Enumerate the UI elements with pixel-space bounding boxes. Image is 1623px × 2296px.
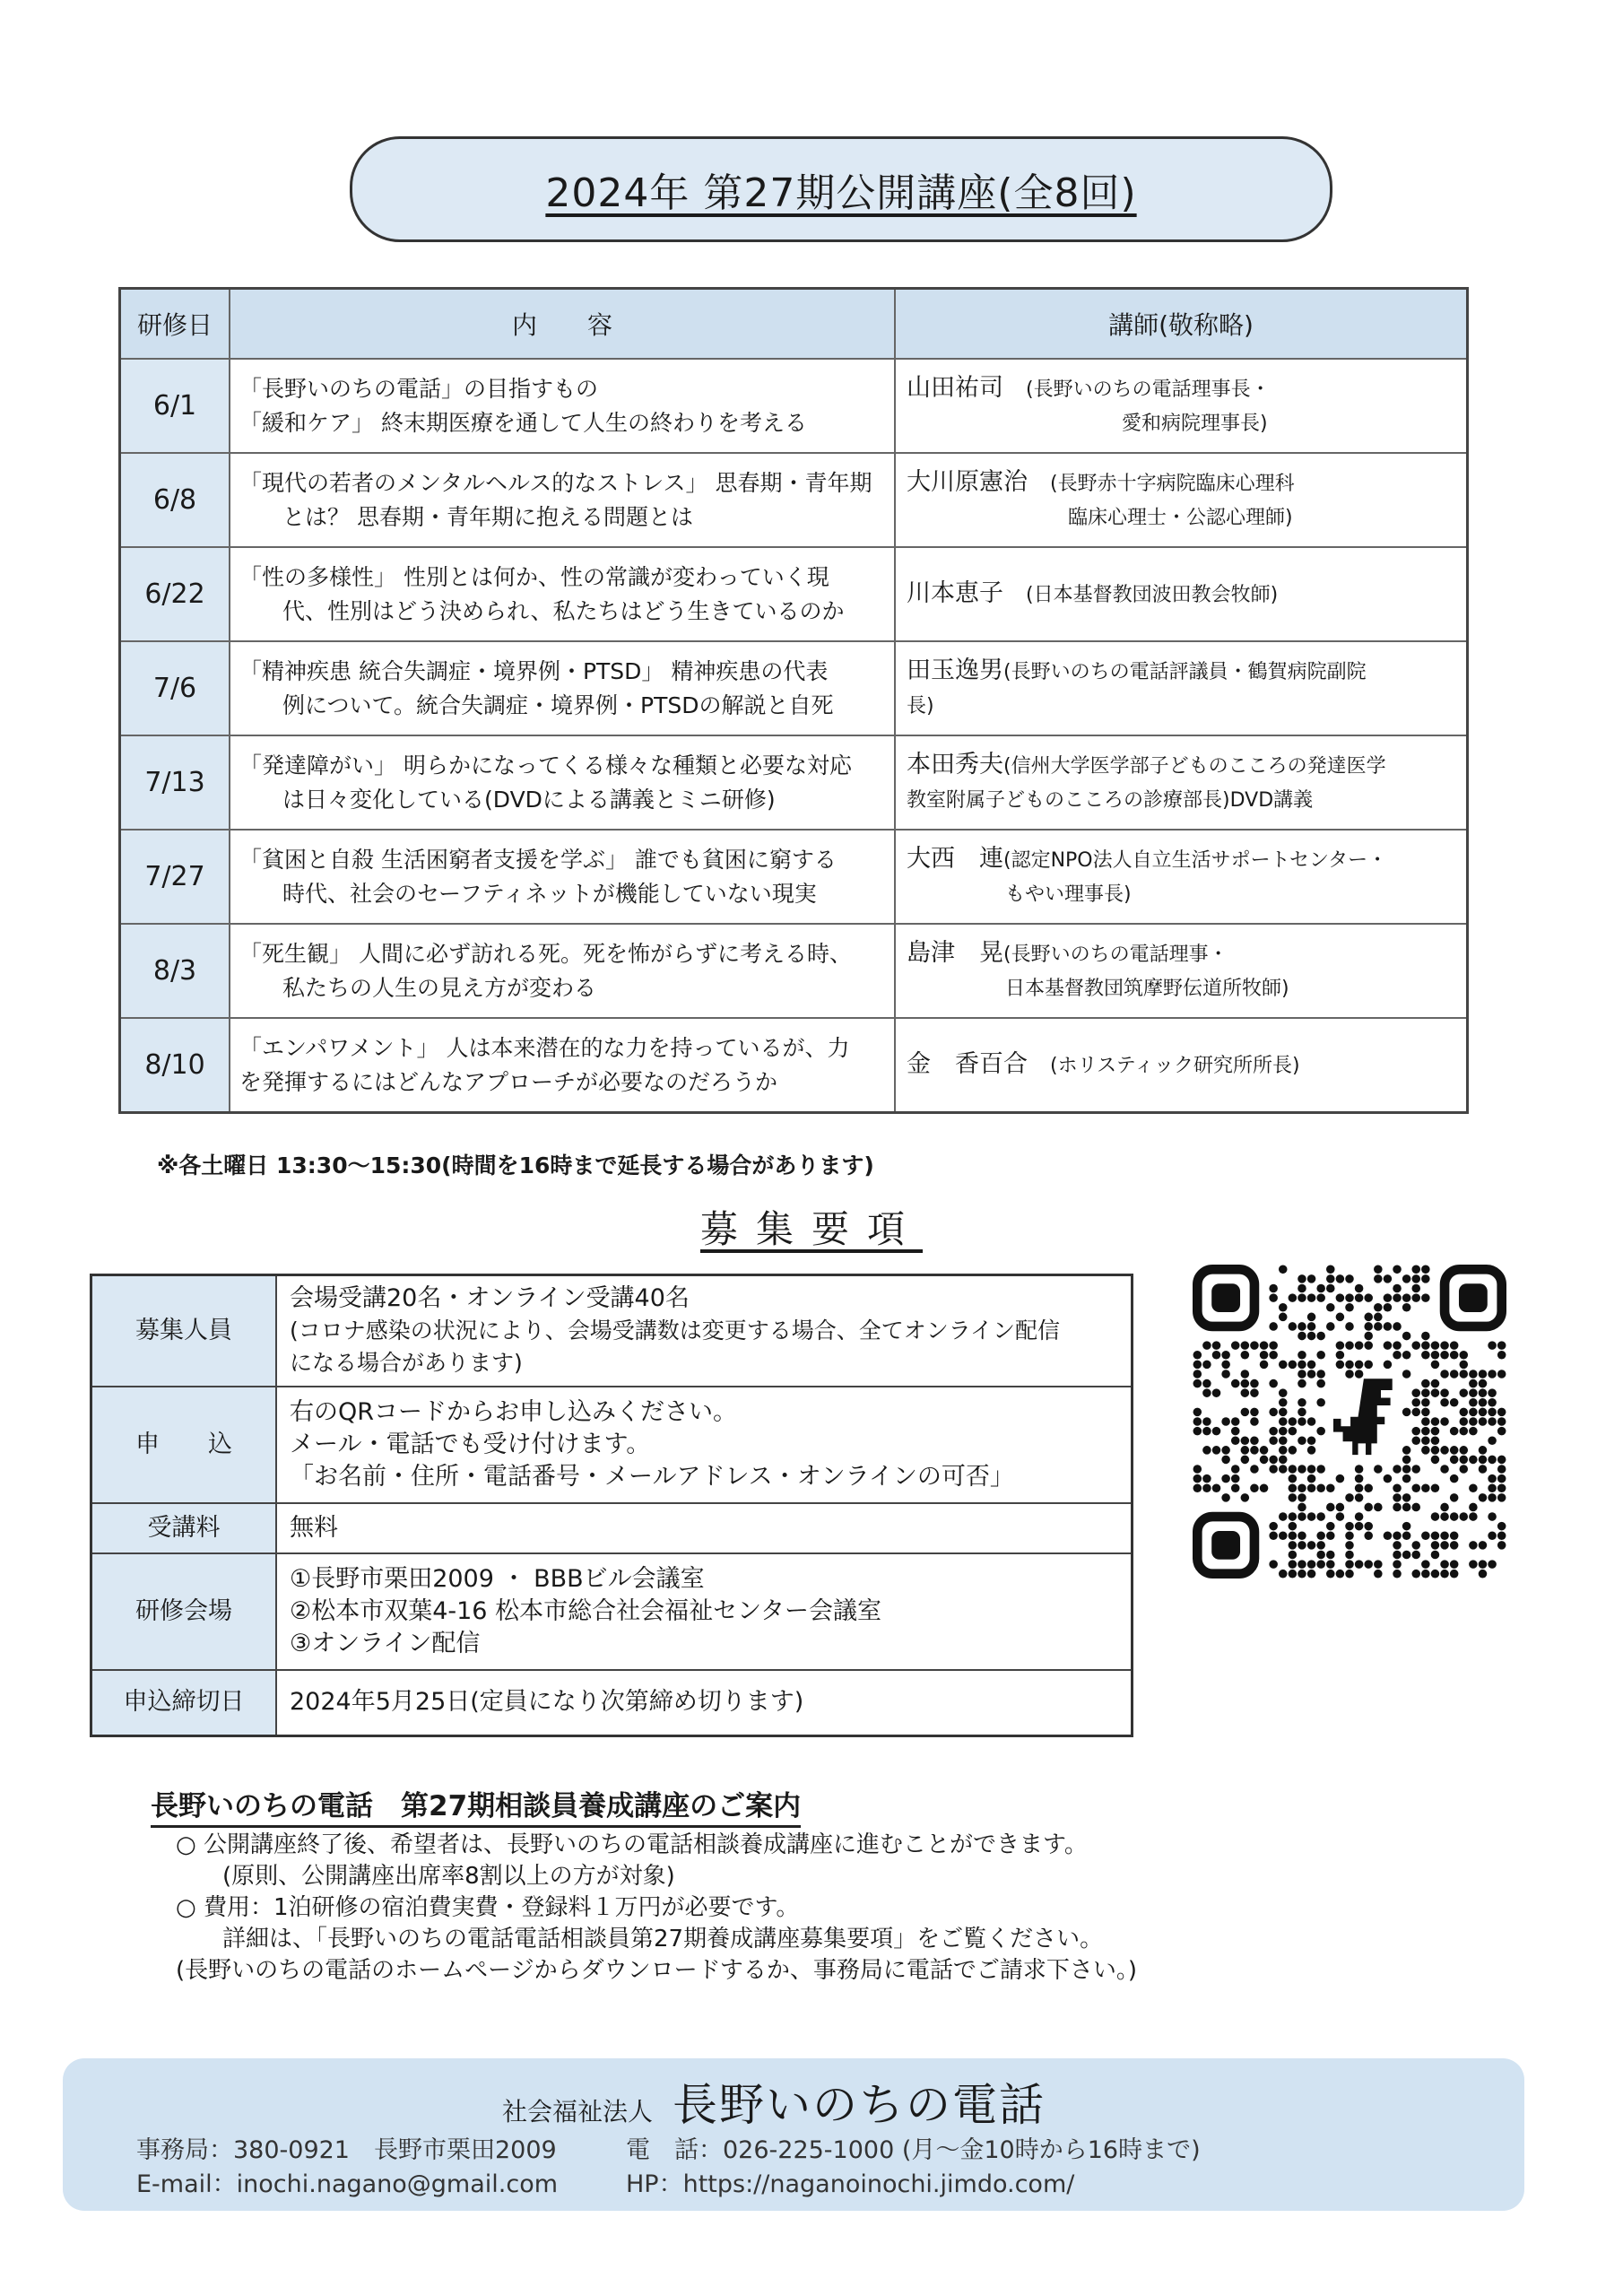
lecturer-name: 本田秀夫 [907,750,1003,778]
row-value [276,1387,1133,1503]
lecturer-name: 田玉逸男 [907,656,1003,684]
table-row [120,830,1468,924]
session-date: 7/27 [120,830,230,924]
table-row [91,1553,1133,1670]
table-row [120,547,1468,641]
dinosaur-qr-code-icon[interactable] [1193,1265,1506,1578]
lecturer-name: 川本恵子 [907,578,1003,607]
value-line: ①長野市栗田2009 ・ BBBビル会議室 [290,1564,705,1593]
lecturer-name: 大西 連 [907,844,1003,873]
course-info-body [176,1830,1137,1987]
content-line: 「長野いのちの電話」の目指すもの [239,375,599,402]
lecturer-affiliation: (信州大学医学部子どものこころの発達医学 [1003,754,1386,778]
recruitment-table [90,1274,1133,1737]
row-value [276,1553,1133,1670]
session-date: 8/3 [120,924,230,1018]
value-line: 「お名前・住所・電話番号・メールアドレス・オンラインの可否」 [290,1462,1014,1491]
lecturer-affiliation: (長野赤十字病院臨床心理科 [1050,472,1295,495]
content-line: 「精神疾患 統合失調症・境界例・PTSD」 精神疾患の代表 [239,657,829,684]
session-lecturer [895,547,1468,641]
lecturer-affiliation: 臨床心理士・公認心理師) [1068,506,1293,529]
header-date: 研修日 [120,289,230,360]
course-info-title: 長野いのちの電話 第27期相談員養成講座のご案内 [151,1783,801,1828]
office-address: 事務局：380-0921 長野市栗田2009 [136,2136,557,2164]
row-label: 研修会場 [91,1553,277,1670]
header-lecturer: 講師(敬称略) [895,289,1468,360]
content-line: 「緩和ケア」 終末期医療を通して人生の終わりを考える [239,409,807,436]
session-lecturer [895,735,1468,830]
session-content [230,924,895,1018]
value-line: ③オンライン配信 [290,1629,481,1657]
session-date: 6/22 [120,547,230,641]
info-line: 詳細は、「長野いのちの電話電話相談員第27期養成講座募集要項」をご覧ください。 [176,1926,1104,1952]
content-line: 代、性別はどう決められ、私たちはどう生きているのか [282,597,845,624]
row-value [276,1275,1133,1387]
value-line: 会場受講20名・オンライン受講40名 [290,1283,690,1312]
lecturer-affiliation: (日本基督教団波田教会牧師) [1026,583,1279,606]
row-label: 申込締切日 [91,1670,277,1736]
lecturer-affiliation: (長野いのちの電話理事長・ [1026,378,1271,401]
homepage-link[interactable]: HP：https://naganoinochi.jimdo.com/ [626,2170,1075,2198]
lecturer-affiliation: 愛和病院理事長) [1122,412,1268,435]
session-content [230,359,895,453]
value-line: になる場合があります) [290,1349,523,1376]
session-lecturer [895,830,1468,924]
organization-name: 長野いのちの電話 [673,2079,1046,2131]
value-line: (コロナ感染の状況により、会場受講数は変更する場合、全てオンライン配信 [290,1317,1061,1344]
session-date: 7/13 [120,735,230,830]
time-note: ※各土曜日 13:30〜15:30(時間を16時まで延長する場合があります) [157,1152,874,1178]
content-line: は日々変化している(DVDによる講義とミニ研修) [282,786,776,813]
lecturer-name: 金 香百合 [907,1049,1028,1078]
table-row [91,1670,1133,1736]
row-value: 無料 [276,1503,1133,1553]
page-title: 2024年 第27期公開講座(全8回) [545,170,1137,216]
table-row [120,453,1468,547]
session-content [230,830,895,924]
title-banner [350,136,1332,242]
lecturer-affiliation: (長野いのちの電話評議員・鶴賀病院副院 [1003,660,1367,683]
lecturer-name: 山田祐司 [907,373,1003,402]
lecturer-name: 大川原憲治 [907,467,1028,496]
table-row [120,735,1468,830]
lecturer-affiliation: (認定NPO法人自立生活サポートセンター・ [1003,848,1388,872]
table-row [120,1018,1468,1113]
session-content [230,1018,895,1113]
session-content [230,641,895,735]
session-lecturer [895,359,1468,453]
organization [502,2069,1046,2134]
info-line: ○ 費用：1泊研修の宿泊費実費・登録料１万円が必要です。 [176,1894,800,1921]
schedule-header-row [120,289,1468,360]
content-line: 例について。統合失調症・境界例・PTSDの解説と自死 [282,691,834,718]
table-row [120,641,1468,735]
content-line: 時代、社会のセーフティネットが機能していない現実 [282,880,817,907]
table-row [91,1503,1133,1553]
recruitment-heading: 募集要項 [699,1207,923,1251]
content-line: 「発達障がい」 明らかになってくる様々な種類と必要な対応 [239,752,852,778]
phone-number[interactable]: 電 話：026-225-1000 (月〜金10時から16時まで) [626,2136,1201,2164]
session-content [230,735,895,830]
content-line: 私たちの人生の見え方が変わる [282,974,597,1001]
table-row [120,359,1468,453]
content-line: 「性の多様性」 性別とは何か、性の常識が変わっていく現 [239,563,829,590]
info-line: ○ 公開講座終了後、希望者は、長野いのちの電話相談養成講座に進むことができます。 [176,1831,1088,1858]
lecturer-affiliation: 日本基督教団筑摩野伝道所牧師) [1005,977,1289,1000]
table-row [120,924,1468,1018]
session-date: 6/8 [120,453,230,547]
session-lecturer [895,924,1468,1018]
info-line: (長野いのちの電話のホームページからダウンロードするか、事務局に電話でご請求下さい。) [176,1957,1137,1984]
session-lecturer [895,641,1468,735]
content-line: 「貧困と自殺 生活困窮者支援を学ぶ」 誰でも貧困に窮する [239,846,837,873]
contact-footer [63,2058,1524,2211]
session-content [230,547,895,641]
session-date: 8/10 [120,1018,230,1113]
lecturer-affiliation: (ホリスティック研究所所長) [1050,1054,1300,1077]
header-content: 内 容 [230,289,895,360]
value-line: メール・電話でも受け付けます。 [290,1430,651,1458]
value-line: 右のQRコードからお申し込みください。 [290,1397,738,1426]
row-label: 募集人員 [91,1275,277,1387]
lecturer-affiliation: 長) [907,694,934,718]
corporation-type: 社会福祉法人 [502,2097,654,2126]
dinosaur-icon [1333,1378,1393,1455]
info-line: (原則、公開講座出席率8割以上の方が対象) [176,1863,675,1890]
table-row [91,1275,1133,1387]
lecturer-affiliation: もやい理事長) [1005,883,1132,906]
row-value: 2024年5月25日(定員になり次第締め切ります) [276,1670,1133,1736]
table-row [91,1387,1133,1503]
lecturer-affiliation: (長野いのちの電話理事・ [1003,943,1228,966]
session-lecturer [895,453,1468,547]
session-date: 6/1 [120,359,230,453]
content-line: 「現代の若者のメンタルヘルス的なストレス」 思春期・青年期 [239,469,872,496]
session-lecturer [895,1018,1468,1113]
content-line: 「エンパワメント」 人は本来潜在的な力を持っているが、力 [239,1034,850,1061]
session-content [230,453,895,547]
row-label: 申 込 [91,1387,277,1503]
content-line: を発揮するにはどんなアプローチが必要なのだろうか [239,1068,778,1095]
schedule-table [118,287,1469,1114]
content-line: とは？ 思春期・青年期に抱える問題とは [282,503,693,530]
row-label: 受講料 [91,1503,277,1553]
lecturer-affiliation: 教室附属子どものこころの診療部長)DVD講義 [907,788,1314,812]
session-date: 7/6 [120,641,230,735]
lecturer-name: 島津 晃 [907,938,1003,967]
content-line: 「死生観」 人間に必ず訪れる死。死を怖がらずに考える時、 [239,940,852,967]
email-address[interactable]: E-mail：inochi.nagano@gmail.com [136,2170,559,2198]
value-line: ②松本市双葉4-16 松本市総合社会福祉センター会議室 [290,1596,881,1625]
